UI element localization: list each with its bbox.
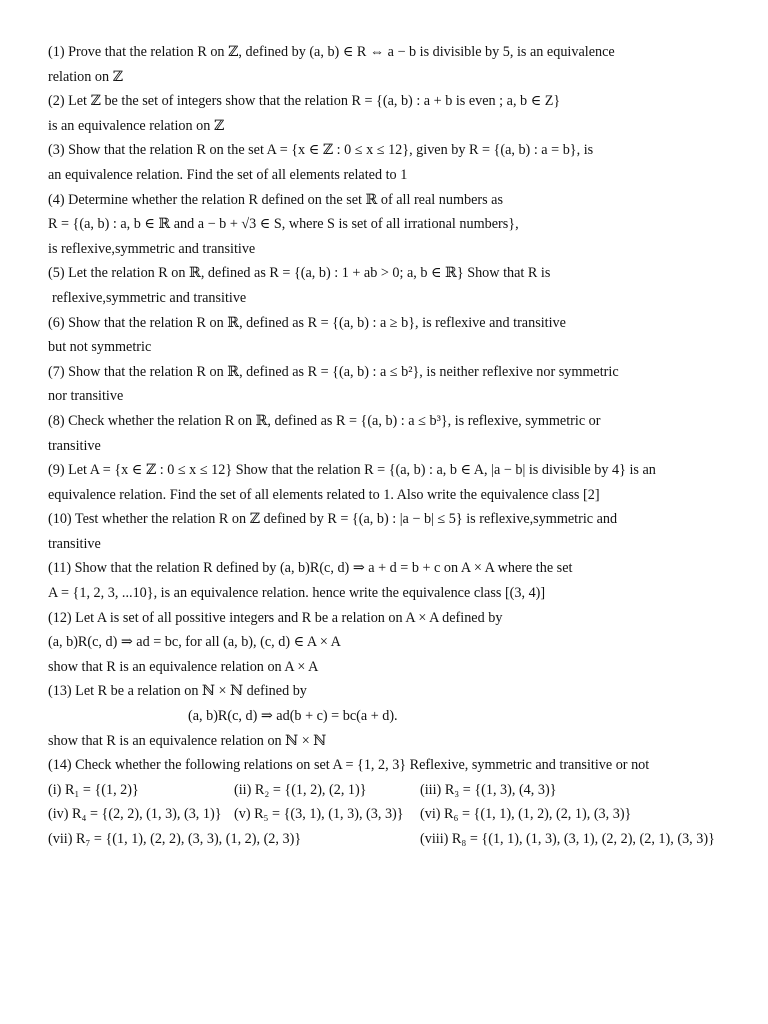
q9-line-1: (9) Let A = {x ∈ ℤ : 0 ≤ x ≤ 12} Show that the relation R = {(a, b) : a, b ∈ A, |a − b| is divisible by 4} is an bbox=[48, 462, 656, 479]
relation-r7: (vii) R₇ = {(1, 1), (2, 2), (3, 3), (1, 2), (2, 3)} bbox=[48, 831, 302, 847]
q8-line-2: transitive bbox=[48, 437, 101, 454]
relation-r4: (iv) R₄ = {(2, 2), (1, 3), (3, 1)} bbox=[48, 806, 222, 823]
q3-line-2: an equivalence relation. Find the set of all elements related to 1 bbox=[48, 166, 408, 183]
q12-line-3: show that R is an equivalence relation on A × A bbox=[48, 658, 319, 675]
q5-line-2: reflexive,symmetric and transitive bbox=[52, 289, 247, 306]
q13-line-1: (13) Let R be a relation on ℕ × ℕ defined by bbox=[48, 683, 307, 700]
document-page bbox=[48, 40, 728, 852]
q12-line-2: (a, b)R(c, d) ⇒ ad = bc, for all (a, b), (c, d) ∈ A × A bbox=[48, 634, 341, 651]
q6-line-2: but not symmetric bbox=[48, 339, 152, 356]
q11-line-1: (11) Show that the relation R defined by (a, b)R(c, d) ⇒ a + d = b + c on A × A where the set bbox=[48, 560, 573, 577]
q9-line-2: equivalence relation. Find the set of all elements related to 1. Also write the equivalence class [2] bbox=[48, 486, 600, 503]
q2-line-2: is an equivalence relation on ℤ bbox=[48, 117, 225, 134]
q3-line-1: (3) Show that the relation R on the set A = {x ∈ ℤ : 0 ≤ x ≤ 12}, given by R = {(a, b) : a = b}, is bbox=[48, 142, 594, 159]
q13-line-3: show that R is an equivalence relation on ℕ × ℕ bbox=[48, 732, 327, 749]
q7-line-1: (7) Show that the relation R on ℝ, defined as R = {(a, b) : a ≤ b²}, is neither reflexive nor symmetric bbox=[48, 363, 619, 380]
q4-line-3: is reflexive,symmetric and transitive bbox=[48, 240, 256, 257]
q5-line-1: (5) Let the relation R on ℝ, defined as R = {(a, b) : 1 + ab > 0; a, b ∈ ℝ} Show that R is bbox=[48, 265, 551, 282]
q1-line-2: relation on ℤ bbox=[48, 68, 123, 85]
q1-line-1: (1) Prove that the relation R on ℤ, defined by (a, b) ∈ R ⇔ a − b is divisible by 5, is an equivalence bbox=[48, 44, 615, 60]
q6-line-1: (6) Show that the relation R on ℝ, defined as R = {(a, b) : a ≥ b}, is reflexive and transitive bbox=[48, 314, 566, 331]
q4-line-1: (4) Determine whether the relation R defined on the set ℝ of all real numbers as bbox=[48, 191, 503, 208]
relations-row-3 bbox=[48, 827, 728, 852]
relation-r1: (i) R₁ = {(1, 2)} bbox=[48, 781, 139, 798]
relation-r6: (vi) R₆ = {(1, 1), (1, 2), (2, 1), (3, 3)} bbox=[420, 806, 632, 823]
q8-line-1: (8) Check whether the relation R on ℝ, defined as R = {(a, b) : a ≤ b³}, is reflexive, symmetric or bbox=[48, 412, 601, 429]
q10-line-1: (10) Test whether the relation R on ℤ defined by R = {(a, b) : |a − b| ≤ 5} is reflexive,symmetric and bbox=[48, 511, 618, 528]
q12-line-1: (12) Let A is set of all possitive integers and R be a relation on A × A defined by bbox=[48, 609, 503, 626]
q10-line-2: transitive bbox=[48, 535, 101, 552]
relation-r2: (ii) R₂ = {(1, 2), (2, 1)} bbox=[234, 781, 367, 798]
relation-r5: (v) R₅ = {(3, 1), (1, 3), (3, 3)} bbox=[234, 806, 404, 823]
q7-line-2: nor transitive bbox=[48, 388, 124, 405]
relations-row-2 bbox=[48, 802, 728, 827]
relation-r3: (iii) R₃ = {(1, 3), (4, 3)} bbox=[420, 781, 557, 798]
q2-line-1: (2) Let ℤ be the set of integers show that the relation R = {(a, b) : a + b is even ; a, b ∈ Z} bbox=[48, 93, 561, 110]
relation-r8: (viii) R₈ = {(1, 1), (1, 3), (3, 1), (2, 2), (2, 1), (3, 3)} bbox=[420, 831, 715, 847]
q13-equation: (a, b)R(c, d) ⇒ ad(b + c) = bc(a + d). bbox=[188, 708, 398, 725]
q11-line-2: A = {1, 2, 3, ...10}, is an equivalence relation. hence write the equivalence class [(3, 4)] bbox=[48, 585, 546, 602]
relations-row-1 bbox=[48, 778, 728, 803]
q14-line-1: (14) Check whether the following relations on set A = {1, 2, 3} Reflexive, symmetric and transitive or not bbox=[48, 757, 650, 774]
q4-line-2: R = {(a, b) : a, b ∈ ℝ and a − b + √3 ∈ S, where S is set of all irrational numbers}, bbox=[48, 216, 519, 233]
